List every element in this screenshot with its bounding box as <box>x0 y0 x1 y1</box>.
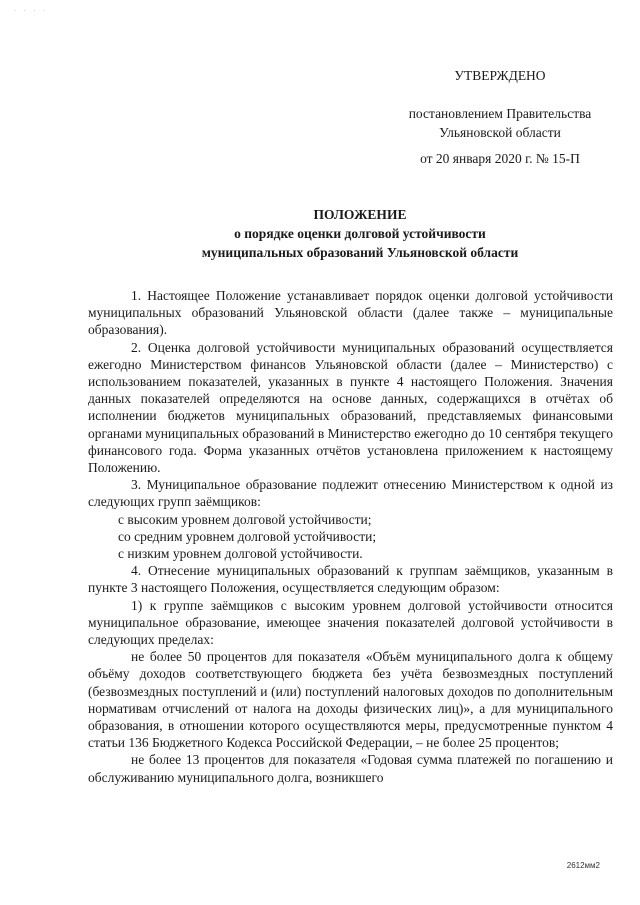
group-item-low: с низким уровнем долговой устойчивости. <box>118 546 363 562</box>
group-item-high: с высоким уровнем долговой устойчивости; <box>118 511 372 527</box>
paragraph-3: 3. Муниципальное образование подлежит отнесению Министерством к одной из следующих групп заёмщиков: <box>88 477 613 510</box>
document-body <box>88 287 613 786</box>
subparagraph-1: 1) к группе заёмщиков с высоким уровнем долговой устойчивости относится муниципальное образование, имеющее значения показателей долговой устойчивости в следующих пределах: <box>88 597 613 648</box>
group-item-medium: со средним уровнем долговой устойчивости; <box>118 528 377 544</box>
criterion-payments-ratio: не более 13 процентов для показателя «Годовая сумма платежей по погашению и обслуживанию муниципального долга, возникшего <box>88 752 613 785</box>
approval-line-2: Ульяновской области <box>439 125 561 140</box>
document-title-line-1: ПОЛОЖЕНИЕ <box>313 207 407 222</box>
approval-line-1: постановлением Правительства <box>408 106 592 121</box>
document-title-line-2: о порядке оценки долговой устойчивости <box>234 226 486 241</box>
criterion-debt-ratio: не более 50 процентов для показателя «Объём муниципального долга к общему объёму доходов соответствующего бюджета без учёта безвозмездных поступлений (безвозмездных поступлений и (или) поступлений налоговых доходов по дополнительным нормативам отчислений от налога на доходы физических лиц)», а для муниципального образования, в отношении которого осуществляются меры, предусмотренные пунктом 4 статьи 136 Бюджетного Кодекса Российской Федерации, – не более 25 процентов; <box>88 649 613 751</box>
paragraph-4: 4. Отнесение муниципальных образований к группам заёмщиков, указанным в пункте 3 настоящего Положения, осуществляется следующим образом: <box>88 563 613 596</box>
document-title-line-3: муниципальных образований Ульяновской области <box>201 245 519 260</box>
approval-title: УТВЕРЖДЕНО <box>454 68 546 83</box>
scan-artifact: · · · · <box>14 8 48 14</box>
approval-authority <box>400 104 600 142</box>
document-footer-code: 2612мм2 <box>566 861 600 870</box>
paragraph-2: 2. Оценка долговой устойчивости муниципальных образований осуществляется ежегодно Министерством финансов Ульяновской области (далее – Министерство) с использованием показателей, указанных в пункте 4 настоящего Положения. Значения данных показателей определяются на основе данных, содержащихся в отчётах об исполнении бюджетов муниципальных образований, представляемых финансовыми органами муниципальных образований в Министерство ежегодно до 10 сентября текущего финансового года. Форма указанных отчётов установлена приложением к настоящему Положению. <box>88 339 613 476</box>
approval-date: от 20 января 2020 г. № 15-П <box>420 151 580 166</box>
document-title <box>160 205 560 262</box>
paragraph-1: 1. Настоящее Положение устанавливает порядок оценки долговой устойчивости муниципальных образований Ульяновской области (далее также – муниципальные образования). <box>88 288 613 338</box>
